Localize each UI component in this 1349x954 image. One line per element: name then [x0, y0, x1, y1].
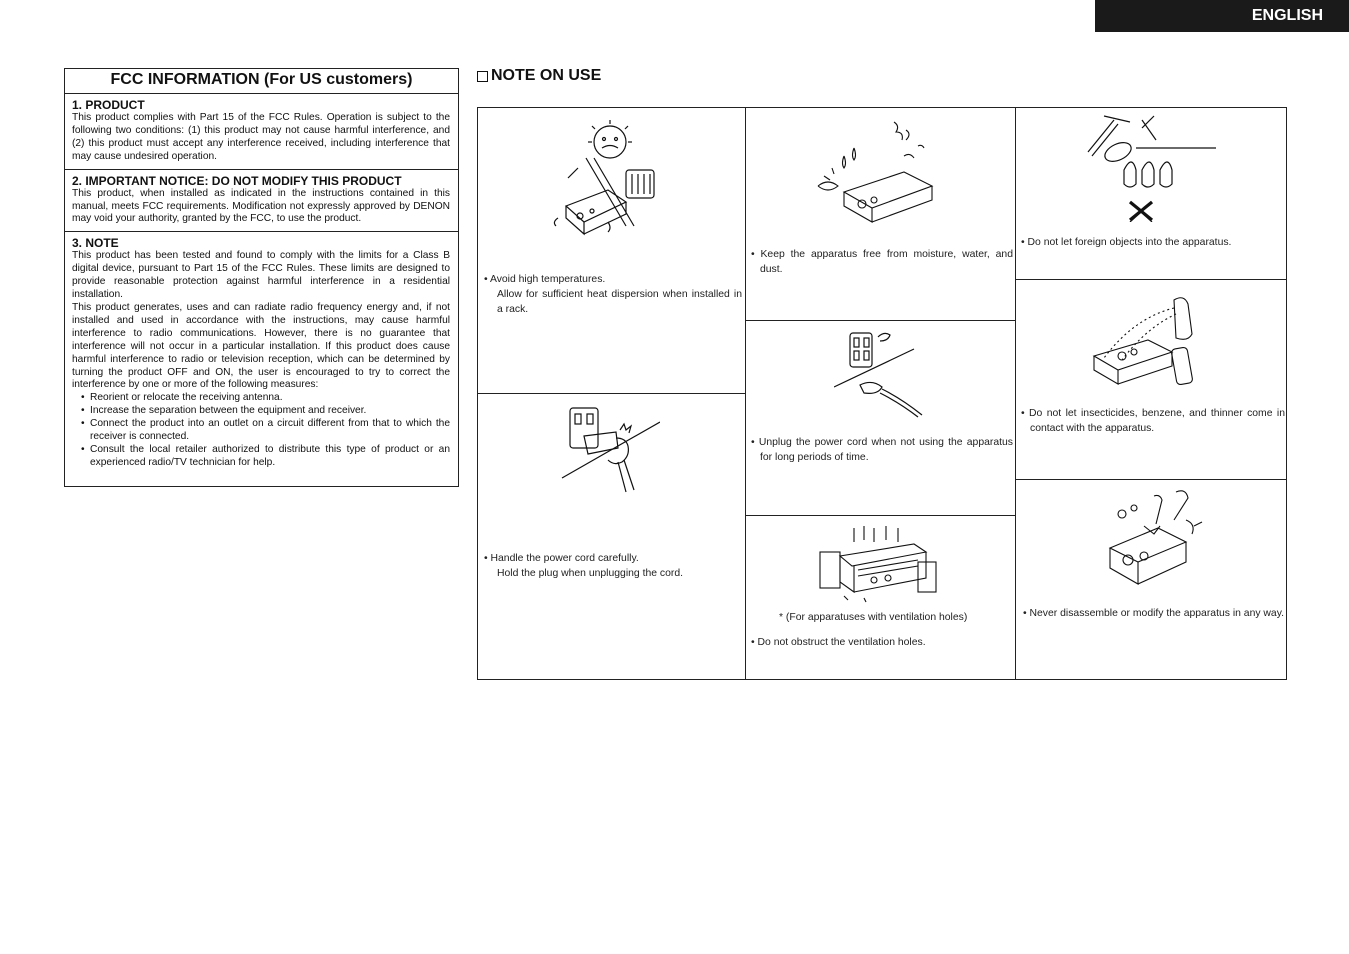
- note-cell-heat: [478, 108, 745, 393]
- list-item: • Increase the separation between the equipment and receiver.: [90, 405, 450, 418]
- fcc-notice-text: This product, when installed as indicated in the instructions contained in this manual, meets FCC requirements. Modification not expressly approved by DENON may void your authority, granted by the FCC, to use the product.: [72, 187, 450, 225]
- ventilation-note-text: • Do not obstruct the ventilation holes.: [751, 637, 926, 648]
- fcc-product-text: This product complies with Part 15 of the FCC Rules. Operation is subject to the following two conditions: (1) this product may not cause harmful interference, and (2) this product must accept any interference received, including interference that may cause undesired operation.: [72, 112, 450, 162]
- fcc-product-section: [65, 94, 458, 169]
- list-item: • Consult the local retailer authorized to distribute this type of product or an experienced radio/TV technician for help.: [90, 444, 450, 470]
- language-tab: ENGLISH: [1095, 0, 1349, 32]
- note-on-use-heading: NOTE ON USE: [477, 67, 601, 85]
- moisture-note-text: • Keep the apparatus free from moisture, water, and dust.: [751, 249, 1013, 275]
- note-cell-unplug: [746, 321, 1015, 515]
- insecticides-note-text: • Do not let insecticides, benzene, and thinner come in contact with the apparatus.: [1021, 408, 1285, 434]
- spray-can-illustration-icon: [1088, 286, 1208, 390]
- sun-heat-illustration-icon: [548, 118, 673, 243]
- blocked-ventilation-illustration-icon: [814, 522, 944, 606]
- fcc-notice-heading: 2. IMPORTANT NOTICE: DO NOT MODIFY THIS PRODUCT: [72, 173, 402, 188]
- fcc-note-heading: 3. NOTE: [72, 236, 119, 251]
- hand-plug-illustration-icon: [560, 402, 660, 502]
- heat-note-text: • Avoid high temperatures. Allow for sufficient heat dispersion when installed in a rack.: [484, 274, 742, 315]
- screwdriver-tools-illustration-icon: [1094, 486, 1204, 590]
- note-cell-power-cord: [478, 394, 745, 679]
- list-item: • Connect the product into an outlet on a circuit different from that to which the receiver is connected.: [90, 418, 450, 444]
- note-cell-insecticides: [1016, 280, 1286, 479]
- fcc-note-section: [65, 231, 458, 474]
- fcc-note-text-2: This product generates, uses and can radiate radio frequency energy and, if not installed and used in accordance with the instructions, may cause harmful interference to radio communications. However, there is no guarantee that interference will not occur in a particular installation. If this product does cause harmful interference to radio or television reception, which can be determined by turning the product OFF and ON, the user is encouraged to try to correct the interference by one or more of the following measures:: [72, 301, 450, 391]
- ventilation-footnote: * (For apparatuses with ventilation holes): [779, 612, 968, 623]
- fcc-notice-section: [65, 169, 458, 232]
- note-cell-disassemble: [1016, 480, 1286, 679]
- list-item: • Reorient or relocate the receiving antenna.: [90, 392, 450, 405]
- note-cell-ventilation: [746, 516, 1015, 679]
- foreign-objects-note-text: • Do not let foreign objects into the apparatus.: [1021, 237, 1232, 248]
- wall-outlet-unplugged-icon: [834, 327, 924, 419]
- note-on-use-grid: [477, 107, 1287, 680]
- foreign-objects-illustration-icon: [1084, 112, 1218, 222]
- note-cell-moisture: [746, 108, 1015, 320]
- checkbox-square-icon: [477, 71, 488, 82]
- note-cell-foreign-objects: [1016, 108, 1286, 279]
- cord-note-text: • Handle the power cord carefully. Hold the plug when unplugging the cord.: [484, 553, 684, 579]
- fcc-note-text-1: This product has been tested and found to comply with the limits for a Class B digital device, pursuant to Part 15 of the FCC Rules. These limits are designed to provide reasonable protection against harmful interference in a residential installation.: [72, 250, 450, 301]
- fcc-information-box: [64, 68, 459, 487]
- disassemble-note-text: • Never disassemble or modify the apparatus in any way.: [1023, 608, 1285, 619]
- unplug-note-text: • Unplug the power cord when not using the apparatus for long periods of time.: [751, 437, 1013, 463]
- fcc-product-heading: 1. PRODUCT: [72, 98, 145, 112]
- fcc-title: FCC INFORMATION (For US customers): [65, 69, 458, 94]
- water-dust-illustration-icon: [814, 116, 944, 226]
- fcc-measures-list: [72, 392, 450, 469]
